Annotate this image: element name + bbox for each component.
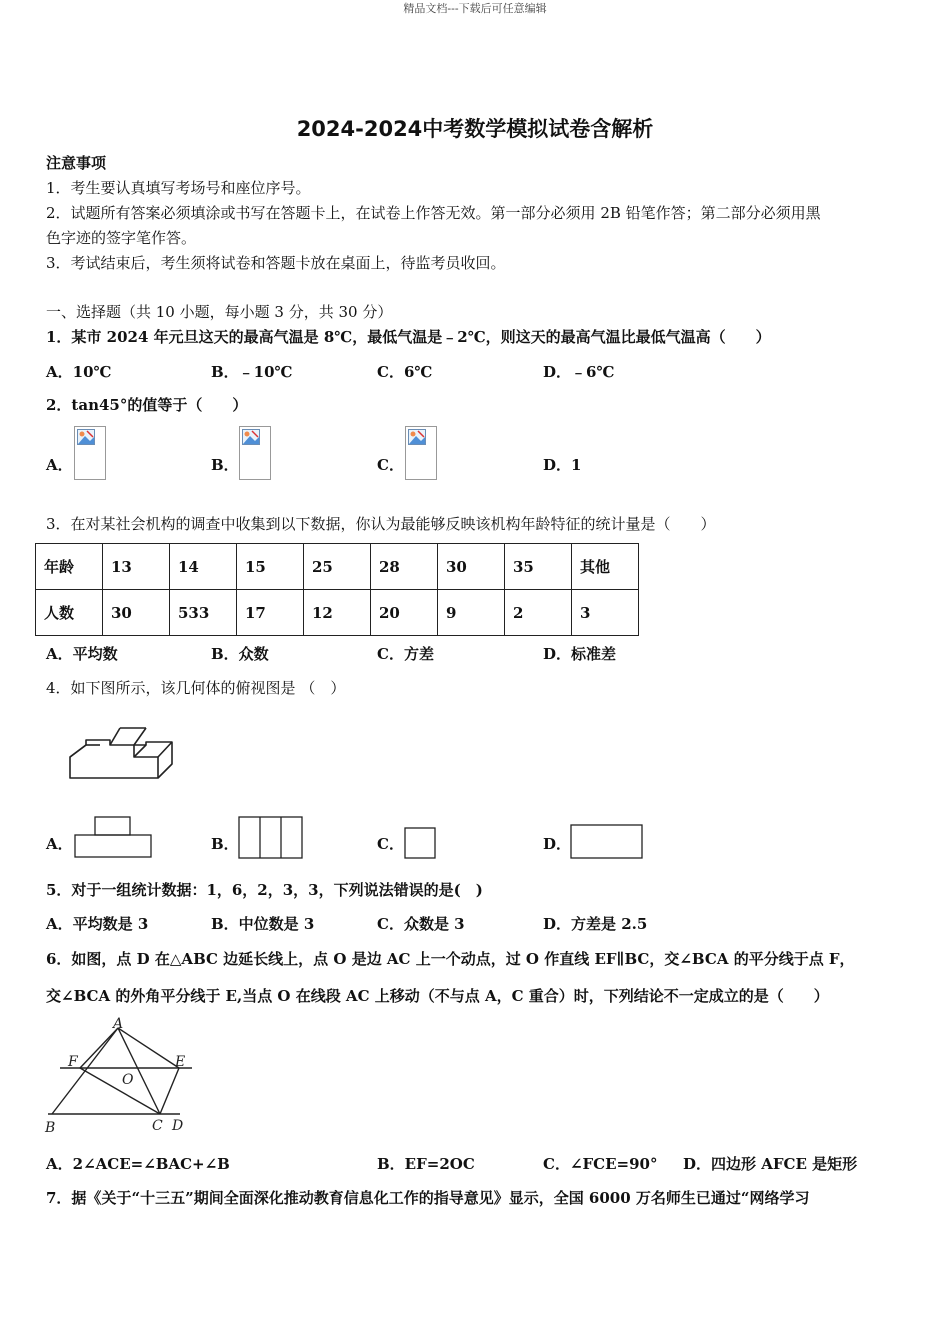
broken-image-icon [239, 426, 271, 480]
q4-option-c: C． [377, 835, 404, 853]
question-1-stem: 1．某市 2024 年元旦这天的最高气温是 8℃，最低气温是﹣2℃，则这天的最高气温比最低气温高（ ） [46, 328, 771, 346]
q4-option-a: A． [46, 835, 73, 853]
question-3-stem: 3．在对某社会机构的调查中收集到以下数据，你认为最能够反映该机构年龄特征的统计量是（ ） [46, 515, 716, 533]
table-cell: 533 [170, 590, 237, 636]
q5-option-a: A．平均数是 3 [46, 915, 149, 933]
broken-image-icon [405, 426, 437, 480]
q6-option-a: A．2∠ACE=∠BAC+∠B [46, 1155, 230, 1173]
table-cell: 28 [371, 544, 438, 590]
question-2-stem: 2．tan45°的值等于（ ） [46, 396, 248, 414]
notice-item: 色字迹的签字笔作答。 [46, 229, 197, 247]
q1-option-a: A．10℃ [46, 363, 112, 381]
notice-heading: 注意事项 [46, 154, 107, 172]
q5-option-b: B．中位数是 3 [211, 915, 315, 933]
q5-option-c: C．众数是 3 [377, 915, 465, 933]
q2-option-c: C． [377, 456, 404, 474]
q6-option-c: C．∠FCE=90° [543, 1155, 658, 1173]
document-title: 2024-2024中考数学模拟试卷含解析 [296, 117, 654, 141]
table-cell: 12 [304, 590, 371, 636]
table-cell: 17 [237, 590, 304, 636]
document-watermark: 精品文档---下载后可任意编辑 [403, 2, 547, 15]
option-b-figure [237, 815, 305, 860]
table-cell: 25 [304, 544, 371, 590]
label-c: C [152, 1118, 163, 1134]
q1-option-c: C．6℃ [377, 363, 433, 381]
table-cell: 人数 [36, 590, 103, 636]
q6-option-b: B．EF=2OC [377, 1155, 475, 1173]
table-cell: 20 [371, 590, 438, 636]
q1-option-b: B．﹣10℃ [211, 363, 293, 381]
q4-option-d: D． [543, 835, 572, 853]
table-cell: 年龄 [36, 544, 103, 590]
label-d: D [172, 1118, 184, 1134]
q4-option-b: B． [211, 835, 239, 853]
table-cell: 30 [438, 544, 505, 590]
notice-item: 3．考试结束后，考生须将试卷和答题卡放在桌面上，待监考员收回。 [46, 254, 506, 272]
option-a-figure [73, 815, 153, 860]
table-row [36, 590, 639, 636]
q3-option-b: B．众数 [211, 645, 269, 663]
question-4-stem: 4．如下图所示，该几何体的俯视图是 （ ） [46, 679, 346, 697]
solid-figure [66, 724, 178, 782]
table-cell: 9 [438, 590, 505, 636]
q5-option-d: D．方差是 2.5 [543, 915, 648, 933]
label-e: E [175, 1054, 186, 1070]
q3-option-a: A．平均数 [46, 645, 118, 663]
broken-image-icon [74, 426, 106, 480]
table-cell: 14 [170, 544, 237, 590]
table-cell: 15 [237, 544, 304, 590]
age-data-table [35, 543, 639, 636]
table-cell: 30 [103, 590, 170, 636]
table-cell: 13 [103, 544, 170, 590]
notice-item: 1．考生要认真填写考场号和座位序号。 [46, 179, 311, 197]
notice-item: 2．试题所有答案必须填涂或书写在答题卡上，在试卷上作答无效。第一部分必须用 2B 铅笔作答；第二部分必须用黑 [46, 204, 821, 222]
q2-option-b: B． [211, 456, 239, 474]
label-a: A [113, 1016, 124, 1032]
label-o: O [122, 1072, 134, 1088]
question-6-stem-line2: 交∠BCA 的外角平分线于 E,当点 O 在线段 AC 上移动（不与点 A，C 重合）时，下列结论不一定成立的是（ ） [46, 987, 829, 1005]
q2-option-d: D．1 [543, 456, 582, 474]
question-6-stem-line1: 6．如图，点 D 在△ABC 边延长线上，点 O 是边 AC 上一个动点，过 O 作直线 EF∥BC，交∠BCA 的平分线于点 F， [46, 950, 855, 968]
table-cell: 3 [572, 590, 639, 636]
label-f: F [68, 1054, 78, 1070]
q1-option-d: D．﹣6℃ [543, 363, 615, 381]
table-row [36, 544, 639, 590]
section-heading: 一、选择题（共 10 小题，每小题 3 分，共 30 分） [46, 303, 393, 321]
table-cell: 2 [505, 590, 572, 636]
label-b: B [45, 1120, 56, 1136]
table-cell: 其他 [572, 544, 639, 590]
q3-option-d: D．标准差 [543, 645, 617, 663]
q2-option-a: A． [46, 456, 73, 474]
table-cell: 35 [505, 544, 572, 590]
q3-option-c: C．方差 [377, 645, 434, 663]
q6-option-d: D．四边形 AFCE 是矩形 [683, 1155, 858, 1173]
question-5-stem: 5．对于一组统计数据：1，6，2，3，3，下列说法错误的是( ) [46, 881, 483, 899]
option-d-figure [569, 823, 645, 861]
option-c-figure [403, 826, 437, 860]
geometry-figure [40, 1016, 200, 1138]
question-7-stem: 7．据《关于“十三五”期间全面深化推动教育信息化工作的指导意见》显示，全国 6000 万名师生已通过“网络学习 [46, 1189, 810, 1207]
